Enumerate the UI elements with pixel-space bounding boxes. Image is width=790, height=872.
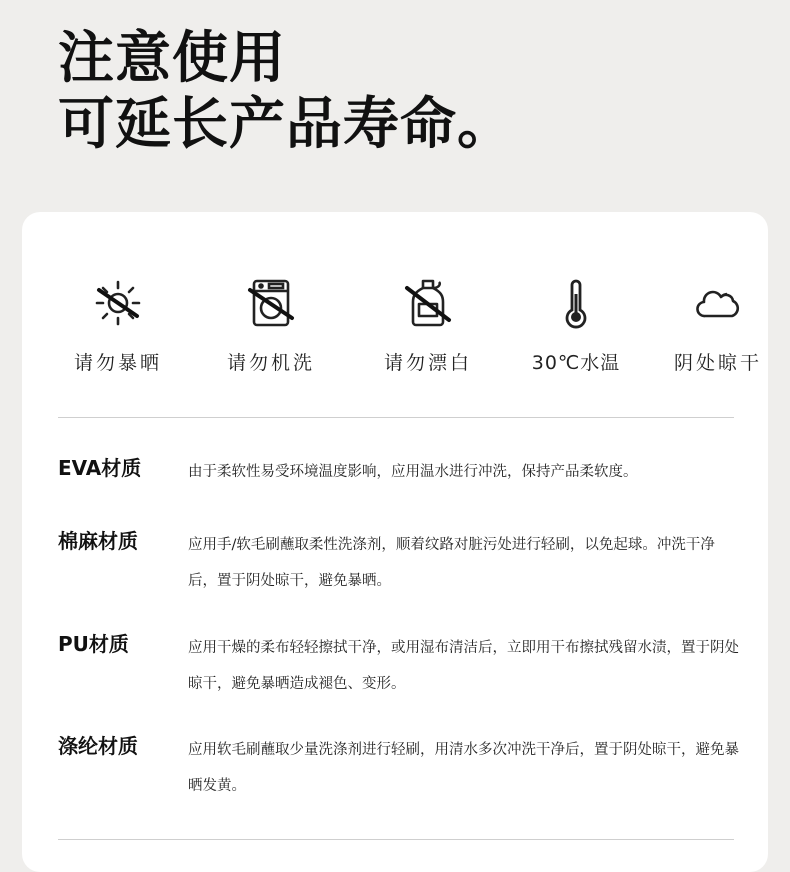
care-item-no-machine-wash [211, 276, 331, 375]
care-item-no-sun [58, 276, 178, 375]
material-description: 应用手/软毛刷蘸取柔性洗涤剂，顺着纹路对脏污处进行轻刷，以免起球。冲洗干净后，置于阴处晾干，避免暴晒。 [188, 537, 715, 589]
no-sun-icon [91, 276, 145, 330]
care-item-shade-dry [658, 276, 778, 375]
care-label: 30℃水温 [531, 352, 621, 374]
divider [58, 417, 734, 418]
headline-line-2: 可延长产品寿命。 [58, 92, 514, 157]
material-name: EVA材质 [58, 456, 142, 480]
care-label: 请勿机洗 [226, 352, 315, 374]
care-item-no-bleach [368, 276, 488, 375]
divider [58, 839, 734, 840]
care-instructions-card [22, 212, 768, 872]
material-description: 由于柔软性易受环境温度影响，应用温水进行冲洗，保持产品柔软度。 [188, 464, 638, 480]
material-name: 棉麻材质 [58, 529, 138, 553]
headline [58, 26, 514, 158]
no-bleach-icon [401, 276, 455, 330]
headline-line-1: 注意使用 [58, 26, 286, 91]
no-washing-machine-icon [244, 276, 298, 330]
shade-dry-cloud-icon [691, 276, 745, 330]
thermometer-icon [549, 276, 603, 330]
care-label: 阴处晾干 [673, 352, 762, 374]
material-description: 应用软毛刷蘸取少量洗涤剂进行轻刷，用清水多次冲洗干净后，置于阴处晾干，避免暴晒发黄。 [188, 742, 739, 794]
care-icons-row [58, 276, 762, 386]
material-name: PU材质 [58, 632, 129, 656]
material-name: 涤纶材质 [58, 734, 138, 758]
care-label: 请勿漂白 [383, 352, 472, 374]
material-description: 应用干燥的柔布轻轻擦拭干净，或用湿布清洁后，立即用干布擦拭残留水渍，置于阴处晾干，避免暴晒造成褪色、变形。 [188, 640, 739, 692]
care-item-water-temp [516, 276, 636, 375]
care-label: 请勿暴晒 [73, 352, 162, 374]
